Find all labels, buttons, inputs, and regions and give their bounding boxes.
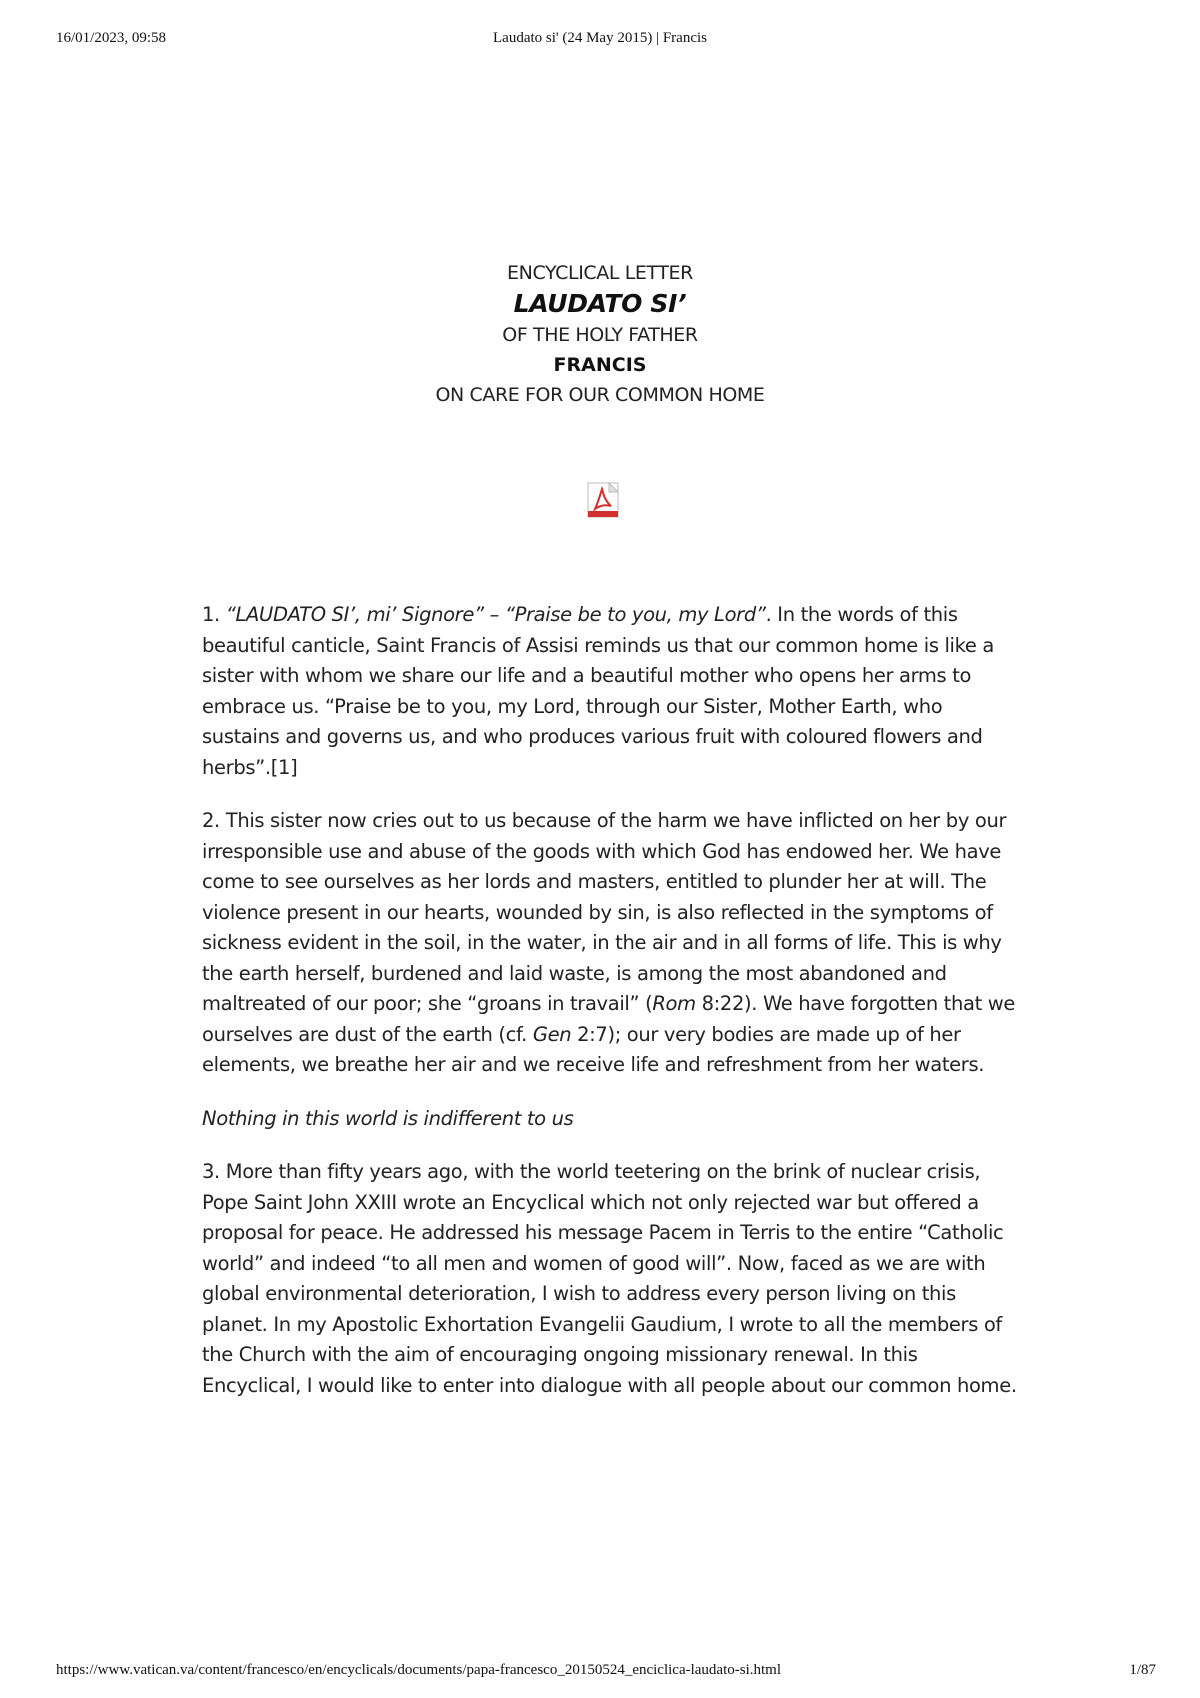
- encyclical-body: [202, 600, 1022, 1424]
- section-subheading: Nothing in this world is indifferent to us: [202, 1106, 574, 1130]
- scripture-ref-rom: Rom: [652, 992, 696, 1015]
- paragraph-1-number: 1.: [202, 603, 226, 626]
- pdf-icon[interactable]: [587, 482, 619, 518]
- paragraph-1-text: . In the words of this beautiful canticle, Saint Francis of Assisi reminds us that our common home is like a sister with whom we share our life and a beautiful mother who opens her arms to embrace us. “Praise be to you, my Lord, through our Sister, Mother Earth, who sustains and governs us, and who produces various fruit with coloured flowers and herbs”.[1]: [202, 603, 994, 779]
- print-header: [0, 30, 1200, 50]
- paragraph-2-text-b: 8:22). We have forgotten that we ourselves are dust of the earth (cf.: [202, 992, 1015, 1046]
- document-type: ENCYCLICAL LETTER: [507, 262, 693, 284]
- print-footer: [0, 1662, 1200, 1682]
- author-name: FRANCIS: [553, 354, 647, 376]
- encyclical-title: LAUDATO SI’: [513, 289, 687, 318]
- paragraph-2-text-a: 2. This sister now cries out to us because of the harm we have inflicted on her by our irresponsible use and abuse of the goods with which God has endowed her. We have come to see ourselves as her lords and masters, entitled to plunder her at will. The violence present in our hearts, wounded by sin, is also reflected in the symptoms of sickness evident in the soil, in the water, in the air and in all forms of life. This is why the earth herself, burdened and laid waste, is among the most abandoned and maltreated of our poor; she “groans in travail” (: [202, 809, 1007, 1015]
- author-intro: OF THE HOLY FATHER: [502, 324, 698, 346]
- paragraph-1: [202, 600, 1022, 783]
- encyclical-subtitle: ON CARE FOR OUR COMMON HOME: [435, 384, 765, 406]
- print-page-number: 1/87: [1129, 1662, 1156, 1678]
- paragraph-2-text-c: 2:7); our very bodies are made up of her elements, we breathe her air and we receive life and refreshment from her waters.: [202, 1022, 985, 1076]
- paragraph-2: [202, 806, 1022, 1081]
- print-page-title: Laudato si' (24 May 2015) | Francis: [493, 30, 707, 46]
- paragraph-3: 3. More than fifty years ago, with the world teetering on the brink of nuclear crisis, Pope Saint John XXIII wrote an Encyclical which not only rejected war but offered a proposal for peace. He addressed his message Pacem in Terris to the entire “Catholic world” and indeed “to all men and women of good will”. Now, faced as we are with global environmental deterioration, I wish to address every person living on this planet. In my Apostolic Exhortation Evangelii Gaudium, I wrote to all the members of the Church with the aim of encouraging ongoing missionary renewal. In this Encyclical, I would like to enter into dialogue with all people about our common home.: [202, 1160, 1017, 1397]
- scripture-ref-gen: Gen: [532, 1022, 572, 1046]
- print-datetime: 16/01/2023, 09:58: [56, 30, 167, 46]
- encyclical-title-block: [0, 258, 1200, 410]
- print-url: https://www.vatican.va/content/francesco/en/encyclicals/documents/papa-francesco_20150524_enciclica-laudato-si.html: [56, 1662, 782, 1678]
- paragraph-1-canticle-quote: “LAUDATO SI’, mi’ Signore” – “Praise be to you, my Lord”: [225, 603, 766, 626]
